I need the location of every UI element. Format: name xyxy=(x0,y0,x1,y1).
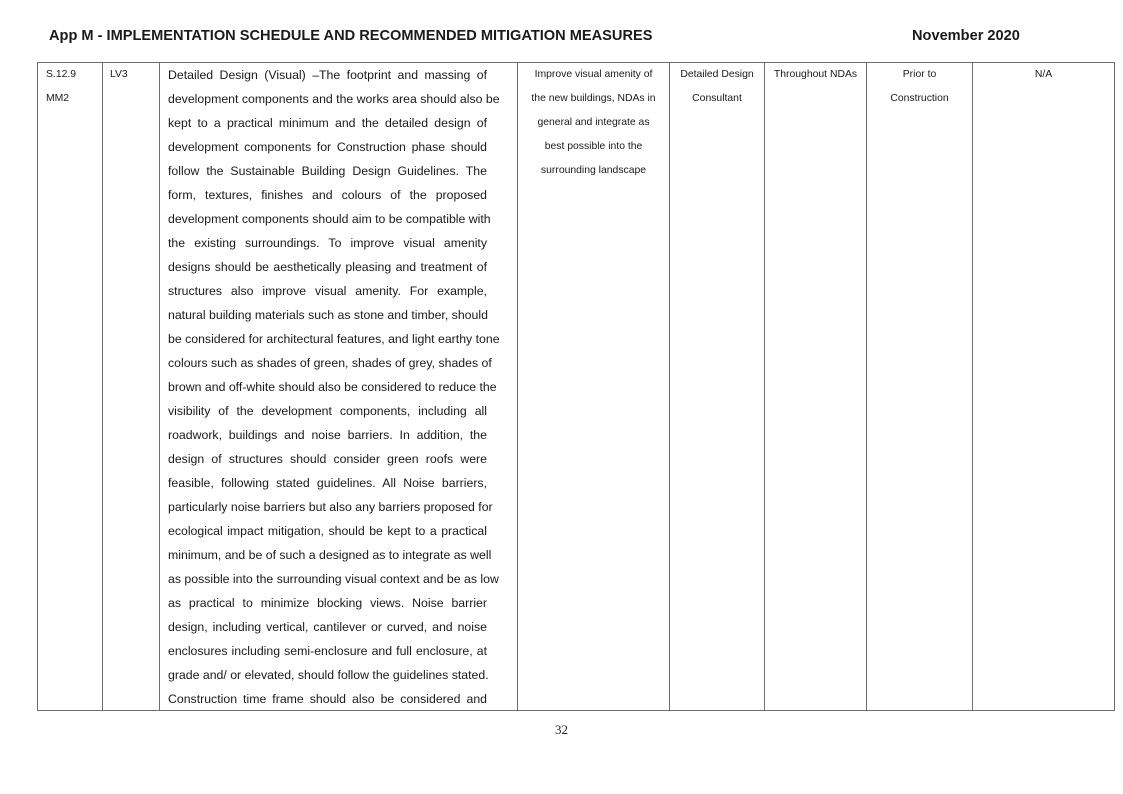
ref-value: MM2 xyxy=(46,93,70,104)
timing-cell xyxy=(867,63,972,710)
code-cell xyxy=(110,63,158,710)
objective-cell xyxy=(518,63,669,710)
objective-line: the new buildings, NDAs in xyxy=(531,93,656,104)
objective-line: best possible into the xyxy=(544,141,643,152)
measure-line: colours such as shades of green, shades of grey, shades of xyxy=(168,356,492,370)
measure-line: kept to a practical minimum and the detailed design of xyxy=(168,116,487,130)
measure-line: design of structures should consider green roofs were xyxy=(168,452,487,466)
objective-line: Improve visual amenity of xyxy=(534,69,653,80)
location-line: Throughout NDAs xyxy=(773,69,858,80)
measure-line: be considered for architectural features, and light earthy tone xyxy=(168,332,500,346)
measure-line: minimum, and be of such a designed as to integrate as well xyxy=(168,548,492,562)
column-divider xyxy=(102,63,103,710)
location-cell xyxy=(765,63,866,710)
measure-line: development components should aim to be compatible with xyxy=(168,212,491,226)
requirements-cell xyxy=(973,63,1114,710)
ref-cell xyxy=(46,63,102,710)
agent-line: Consultant xyxy=(692,93,742,104)
measure-line: visibility of the development components, including all xyxy=(168,404,487,418)
code-value: LV3 xyxy=(110,69,128,80)
objective-line: surrounding landscape xyxy=(540,165,647,176)
page-number: 32 xyxy=(555,722,568,737)
measure-line: as practical to minimize blocking views. Noise barrier xyxy=(168,596,487,610)
agent-cell xyxy=(670,63,764,710)
measure-line: as possible into the surrounding visual context and be as low xyxy=(168,572,499,586)
measure-line: the existing surroundings. To improve visual amenity xyxy=(168,236,487,250)
measure-line: natural building materials such as stone and timber, should xyxy=(168,308,488,322)
objective-line: general and integrate as xyxy=(537,117,650,128)
measure-line: particularly noise barriers but also any barriers proposed for xyxy=(168,500,493,514)
document-title: App M - IMPLEMENTATION SCHEDULE AND RECOMMENDED MITIGATION MEASURES xyxy=(49,28,653,44)
measure-line: designs should be aesthetically pleasing and treatment of xyxy=(168,260,487,274)
implementation-schedule-table xyxy=(37,62,1115,711)
timing-line: Prior to xyxy=(902,69,937,80)
measure-line: structures also improve visual amenity. For example, xyxy=(168,284,487,298)
measure-line: grade and/ or elevated, should follow the guidelines stated. xyxy=(168,668,489,682)
measure-line: development components for Construction phase should xyxy=(168,140,487,154)
measure-line: ecological impact mitigation, should be kept to a practical xyxy=(168,524,487,538)
measure-line: follow the Sustainable Building Design Guidelines. The xyxy=(168,164,487,178)
measure-line: development components and the works area should also be xyxy=(168,92,500,106)
measure-line: enclosures including semi-enclosure and full enclosure, at xyxy=(168,644,487,658)
measure-line: brown and off-white should also be considered to reduce the xyxy=(168,380,497,394)
document-date: November 2020 xyxy=(912,28,1020,44)
measure-line: Construction time frame should also be considered and xyxy=(168,692,487,706)
measure-line: form, textures, finishes and colours of the proposed xyxy=(168,188,487,202)
measure-line: design, including vertical, cantilever or curved, and noise xyxy=(168,620,487,634)
timing-line: Construction xyxy=(890,93,949,104)
requirements-line: N/A xyxy=(1034,69,1053,80)
measure-line: feasible, following stated guidelines. All Noise barriers, xyxy=(168,476,487,490)
ref-value: S.12.9 xyxy=(46,69,77,80)
measure-line: Detailed Design (Visual) –The footprint and massing of xyxy=(168,68,487,82)
agent-line: Detailed Design xyxy=(680,69,754,80)
column-divider xyxy=(159,63,160,710)
measure-line: roadwork, buildings and noise barriers. In addition, the xyxy=(168,428,487,442)
measure-cell xyxy=(168,63,500,710)
